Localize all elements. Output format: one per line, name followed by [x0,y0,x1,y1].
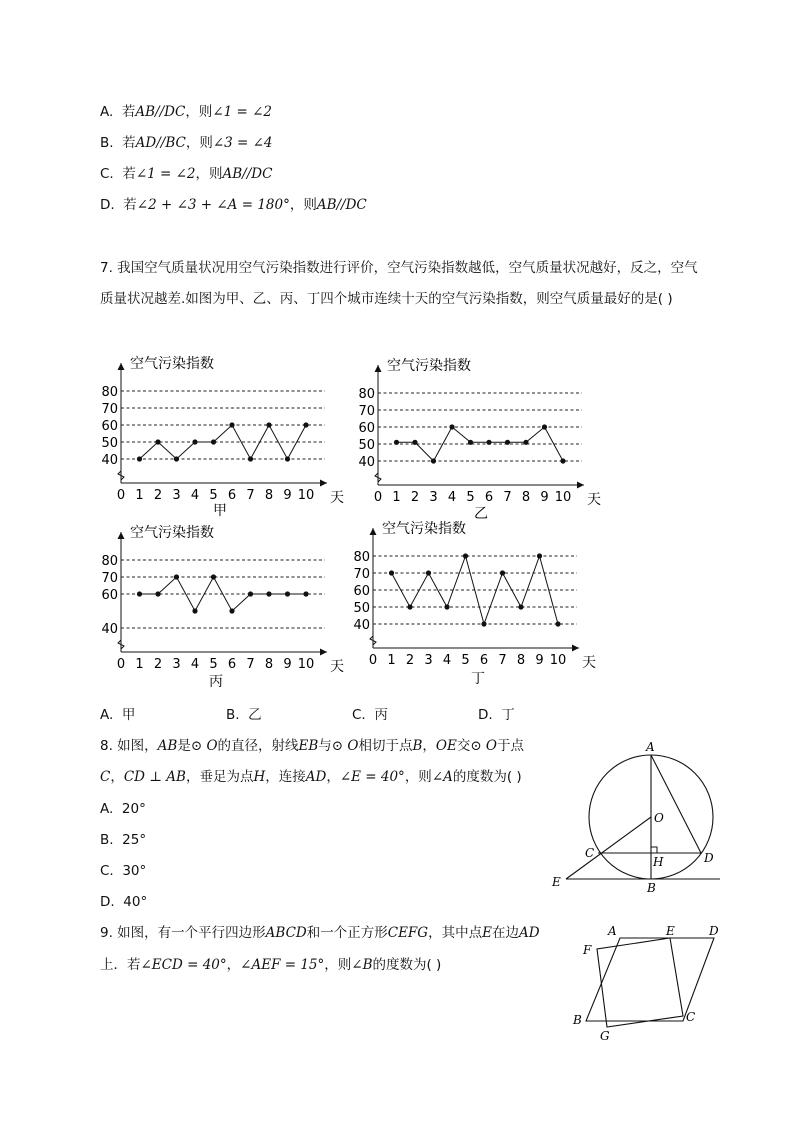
q9-parallelogram-figure [565,920,730,1045]
y-tick-label: 40 [353,618,370,633]
label-d: D [704,851,714,865]
y-tick-label: 40 [101,453,118,468]
data-point [426,570,431,575]
y-tick-label: 70 [101,402,118,417]
x-tick-label: 6 [227,657,237,672]
x-tick-label: 8 [264,657,274,672]
right-angle-mark [651,847,657,853]
y-tick-label: 60 [353,584,370,599]
x-axis-arrow [572,645,579,652]
q7-option-c: C. 丙 [352,707,388,723]
data-point [174,574,179,579]
x-tick-label: 2 [410,490,420,505]
x-tick-label: 2 [153,657,163,672]
chart-caption: 甲 [213,503,227,519]
x-tick-label: 10 [554,490,572,505]
data-point [555,621,560,626]
y-tick-label: 70 [353,567,370,582]
x-tick-label: 7 [246,657,255,672]
x-tick-label: 10 [297,488,315,503]
y-tick-label: 80 [353,550,370,565]
x-tick-label: 9 [283,488,292,503]
data-point [394,440,399,445]
label-e: E [666,924,675,938]
chart-title: 空气污染指数 [130,525,214,541]
x-tick-label: 3 [172,657,181,672]
y-tick-label: 40 [101,622,118,637]
y-tick-label: 70 [101,571,118,586]
label-c: C [686,1010,696,1024]
data-point [137,456,142,461]
origin-label: 0 [116,657,126,672]
axis-break [370,636,376,645]
data-point [155,439,160,444]
axis-break [375,473,381,482]
x-tick-label: 8 [521,490,531,505]
y-axis-arrow [118,363,125,370]
x-axis-arrow [320,480,327,487]
data-point [192,608,197,613]
x-tick-label: 9 [283,657,292,672]
x-axis-arrow [320,649,327,656]
series-line [140,577,307,611]
x-axis-arrow [577,482,584,489]
x-tick-label: 10 [297,657,315,672]
data-point [285,456,290,461]
y-tick-label: 40 [358,455,375,470]
q6-option-b: B. 若AD//BC，则∠3 = ∠4 [100,135,273,151]
x-tick-label: 4 [442,653,452,668]
axis-break [118,471,124,480]
data-point [229,422,234,427]
axis-break [118,640,124,649]
x-tick-label: 1 [135,488,144,503]
series-line [397,427,564,461]
data-point [407,604,412,609]
x-axis-label: 天 [587,492,601,508]
data-point [266,591,271,596]
segment-ad [651,755,701,853]
label-e: E [552,875,561,889]
x-tick-label: 5 [209,488,218,503]
y-axis-arrow [375,365,382,372]
x-axis-label: 天 [330,490,344,506]
x-tick-label: 3 [424,653,433,668]
chart-caption: 丙 [209,674,223,690]
q9-stem-line1: 9. 如图，有一个平行四边形ABCD和一个正方形CEFG，其中点E在边AD [100,925,540,941]
x-axis-label: 天 [330,659,344,675]
square-cefg [597,938,683,1027]
data-point [481,621,486,626]
x-tick-label: 8 [516,653,526,668]
chart-caption: 丁 [471,671,485,687]
data-point [444,604,449,609]
chart-3 [101,524,344,690]
label-f: F [583,943,592,957]
y-tick-label: 80 [101,554,118,569]
x-tick-label: 2 [405,653,415,668]
data-point [560,458,565,463]
chart-caption: 乙 [474,506,488,522]
data-point [303,422,308,427]
label-g: G [600,1029,610,1043]
q6-option-c: C. 若∠1 = ∠2，则AB//DC [100,166,273,182]
y-tick-label: 80 [358,387,375,402]
x-tick-label: 9 [535,653,544,668]
q8-circle-figure [540,735,730,900]
x-tick-label: 4 [190,488,200,503]
x-tick-label: 2 [153,488,163,503]
x-tick-label: 7 [503,490,512,505]
data-point [248,456,253,461]
y-axis-arrow [370,528,377,535]
origin-label: 0 [373,490,383,505]
q8-stem-line2: C，CD ⊥ AB，垂足为点H，连接AD，∠E = 40°，则∠A的度数为( ) [100,769,522,785]
y-tick-label: 50 [101,436,118,451]
q8-option-d: D. 40° [100,894,148,910]
x-tick-label: 9 [540,490,549,505]
parallelogram-abcd [586,938,714,1021]
data-point [542,424,547,429]
chart-1 [101,355,344,519]
x-axis-label: 天 [582,655,596,671]
data-point [505,440,510,445]
label-o: O [654,811,664,825]
data-point [449,424,454,429]
data-point [137,591,142,596]
q7-stem-line2: 质量状况越差.如图为甲、乙、丙、丁四个城市连续十天的空气污染指数，则空气质量最好的是( ) [100,291,673,307]
x-tick-label: 6 [227,488,237,503]
q7-option-d: D. 丁 [478,707,515,723]
q8-option-c: C. 30° [100,863,147,879]
x-tick-label: 8 [264,488,274,503]
q9-stem-line2: 上．若∠ECD = 40°，∠AEF = 15°，则∠B的度数为( ) [100,957,442,973]
q8-option-a: A. 20° [100,801,146,817]
data-point [285,591,290,596]
q8-stem-line1: 8. 如图，AB是⊙ O的直径，射线EB与⊙ O相切于点B，OE交⊙ O于点 [100,738,524,754]
data-point [248,591,253,596]
data-point [500,570,505,575]
data-point [266,422,271,427]
label-b: B [573,1013,582,1027]
q6-option-d: D. 若∠2 + ∠3 + ∠A = 180°，则AB//DC [100,197,367,213]
origin-label: 0 [368,653,378,668]
data-point [174,456,179,461]
q8-option-b: B. 25° [100,832,147,848]
series-line [140,425,307,459]
origin-label: 0 [116,488,126,503]
x-tick-label: 5 [209,657,218,672]
x-tick-label: 4 [190,657,200,672]
x-tick-label: 1 [392,490,401,505]
label-a: A [646,740,655,754]
y-tick-label: 70 [358,404,375,419]
data-point [229,608,234,613]
x-tick-label: 7 [246,488,255,503]
x-tick-label: 6 [479,653,489,668]
q7-option-a: A. 甲 [100,707,136,723]
segment-oe [566,817,651,879]
y-tick-label: 50 [358,438,375,453]
data-point [303,591,308,596]
series-line [392,556,559,624]
x-tick-label: 7 [498,653,507,668]
data-point [468,440,473,445]
y-tick-label: 80 [101,385,118,400]
x-tick-label: 10 [549,653,567,668]
label-a: A [608,924,617,938]
data-point [211,439,216,444]
label-h: H [653,855,664,869]
q7-stem-line1: 7. 我国空气质量状况用空气污染指数进行评价，空气污染指数越低，空气质量状况越好，反之，空气 [100,260,698,276]
x-tick-label: 5 [466,490,475,505]
data-point [523,440,528,445]
x-tick-label: 1 [387,653,396,668]
label-b: B [647,881,656,895]
y-axis-arrow [118,532,125,539]
y-tick-label: 60 [101,588,118,603]
data-point [518,604,523,609]
y-tick-label: 50 [353,601,370,616]
data-point [463,553,468,558]
chart-4 [353,520,596,687]
data-point [537,553,542,558]
data-point [211,574,216,579]
x-tick-label: 6 [484,490,494,505]
y-tick-label: 60 [358,421,375,436]
chart-title: 空气污染指数 [382,521,466,537]
label-c: C [585,846,595,860]
x-tick-label: 1 [135,657,144,672]
x-tick-label: 3 [172,488,181,503]
data-point [412,440,417,445]
y-tick-label: 60 [101,419,118,434]
chart-title: 空气污染指数 [387,358,471,374]
chart-2 [358,357,601,522]
q7-option-b: B. 乙 [226,707,262,723]
x-tick-label: 5 [461,653,470,668]
x-tick-label: 3 [429,490,438,505]
label-d: D [709,924,719,938]
chart-title: 空气污染指数 [130,356,214,372]
data-point [155,591,160,596]
q6-option-a: A. 若AB//DC，则∠1 = ∠2 [100,104,273,120]
x-tick-label: 4 [447,490,457,505]
data-point [431,458,436,463]
data-point [486,440,491,445]
data-point [192,439,197,444]
data-point [389,570,394,575]
